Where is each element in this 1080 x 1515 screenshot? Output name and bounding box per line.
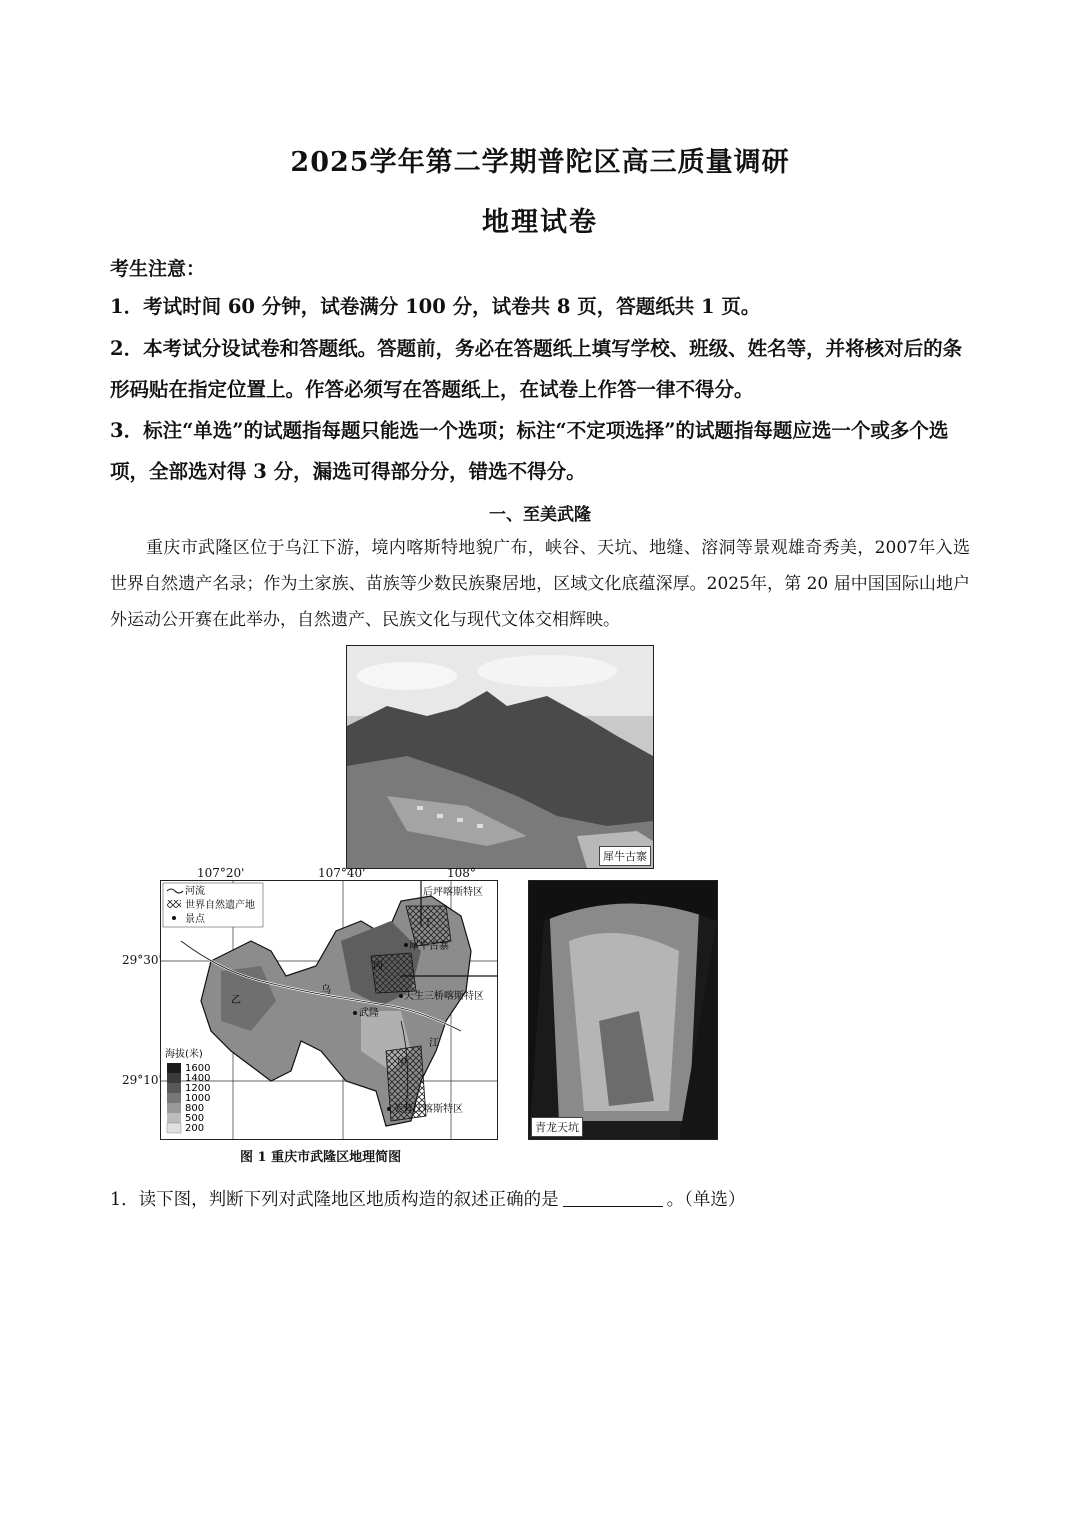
notice-item-2: 2．本考试分设试卷和答题纸。答题前，务必在答题纸上填写学校、班级、姓名等，并将核对后的条形码贴在指定位置上。作答必须写在答题纸上，在试卷上作答一律不得分。: [110, 337, 963, 401]
question-1: [110, 1186, 745, 1211]
question-suffix: 。（单选）: [666, 1190, 746, 1210]
elev-800: 800: [185, 1103, 205, 1114]
lon-label-2: 107°40': [318, 866, 366, 880]
elev-1400: 1400: [185, 1073, 211, 1084]
xiniu-village-photo: [346, 645, 654, 869]
label-jiang: 江: [429, 1038, 439, 1049]
label-ding: 丁: [423, 918, 433, 929]
wulong-map: [160, 880, 498, 1140]
question-text: 1．读下图，判断下列对武隆地区地质构造的叙述正确的是: [110, 1190, 559, 1210]
label-xiniu: 犀牛古寨: [409, 941, 449, 952]
section-title: 一、至美武隆: [489, 505, 591, 525]
mountain-village-image: [347, 646, 653, 868]
lon-label-3: 108°: [447, 866, 476, 880]
lat-label-1: 29°30': [122, 953, 162, 967]
label-wu: 乌: [321, 985, 331, 996]
elev-500: 500: [185, 1113, 205, 1124]
label-tiansheng: 天生三桥喀斯特区: [404, 991, 484, 1002]
label-furong: 芙蓉江喀斯特区: [393, 1104, 463, 1115]
sinkhole-image: [529, 881, 717, 1139]
elev-1000: 1000: [185, 1093, 211, 1104]
legend-river: 河流: [185, 886, 205, 897]
legend-heritage: 世界自然遗产地: [185, 900, 255, 911]
elev-1600: 1600: [185, 1063, 211, 1074]
notice-heading: 考生注意：: [110, 258, 206, 280]
figure-caption: 图 1 重庆市武隆区地理简图: [240, 1150, 402, 1165]
exam-title: 2025学年第二学期普陀区高三质量调研: [290, 147, 790, 178]
elev-200: 200: [185, 1123, 205, 1134]
wulong-map-drawing: [161, 881, 497, 1139]
notice-item-1: 1．考试时间 60 分钟，试卷满分 100 分，试卷共 8 页，答题纸共 1 页。: [110, 295, 761, 318]
label-houping: 后坪喀斯特区: [423, 887, 483, 898]
qinglong-sinkhole-photo: [528, 880, 718, 1140]
legend-spot: 景点: [185, 914, 205, 925]
spot-legend-icon: [172, 916, 176, 920]
lon-label-1: 107°20': [197, 866, 245, 880]
lat-label-2: 29°10': [122, 1073, 162, 1087]
heritage-legend-icon: [167, 900, 181, 908]
elev-legend-title: 海拔(米): [165, 1049, 203, 1060]
notice-item-3: 3．标注“单选”的试题指每题只能选一个选项；标注“不定项选择”的试题指每题应选一个或多个选项，全部选对得 3 分，漏选可得部分分，错选不得分。: [110, 419, 949, 483]
label-yi: 乙: [231, 995, 241, 1006]
exam-subject: 地理试卷: [482, 207, 598, 238]
answer-blank[interactable]: [563, 1188, 663, 1207]
label-jia: 甲: [397, 1058, 407, 1069]
xiniu-photo-label: 犀牛古寨: [599, 846, 651, 866]
section-paragraph: 重庆市武隆区位于乌江下游，境内喀斯特地貌广布，峡谷、天坑、地缝、溶洞等景观雄奇秀美，2007年入选世界自然遗产名录；作为土家族、苗族等少数民族聚居地，区域文化底蕴深厚。2025年，第 20 届中国国际山地户外运动公开赛在此举办，自然遗产、民族文化与现代文体交相辉映。: [110, 538, 970, 630]
label-wulong: 武隆: [359, 1008, 379, 1019]
elev-1200: 1200: [185, 1083, 211, 1094]
label-bing: 丙: [373, 961, 383, 972]
qinglong-photo-label: 青龙天坑: [531, 1117, 583, 1137]
